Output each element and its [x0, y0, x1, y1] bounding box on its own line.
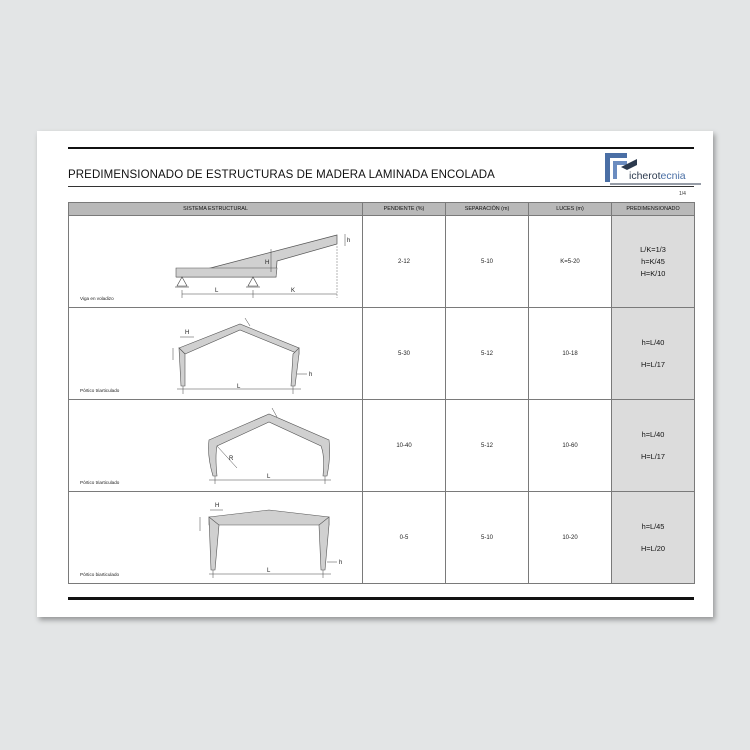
system-label: Pórtico triarticulado — [80, 480, 120, 485]
table-row — [69, 216, 695, 308]
predimensionado-cell: L/K=1/3 h=K/45 H=K/10 — [612, 216, 695, 308]
label-L: L — [215, 288, 219, 294]
predimensionado-cell: h=L/40 H=L/17 — [612, 400, 695, 492]
system-label: Viga en voladizo — [80, 296, 114, 301]
predimensionado-cell: h=L/45 H=L/20 — [612, 492, 695, 584]
luces-cell: 10-18 — [529, 308, 612, 400]
three-hinged-portal-diagram — [69, 308, 363, 399]
document-title: PREDIMENSIONADO DE ESTRUCTURAS DE MADERA LAMINADA ENCOLADA — [68, 169, 495, 181]
table-header-row — [69, 203, 695, 216]
system-label: Pórtico triarticulado — [80, 388, 120, 393]
title-underline — [68, 186, 694, 187]
table-row — [69, 492, 695, 584]
label-R: R — [229, 456, 234, 462]
diagram-cell — [69, 308, 363, 400]
pendiente-cell: 0-5 — [363, 492, 446, 584]
top-rule — [68, 147, 694, 149]
label-H: H — [185, 330, 190, 336]
diagram-cell — [69, 492, 363, 584]
diagram-cell — [69, 216, 363, 308]
page-number: 1/4 — [679, 191, 686, 197]
pendiente-cell: 5-30 — [363, 308, 446, 400]
diagram-cell — [69, 400, 363, 492]
luces-cell: K=5-20 — [529, 216, 612, 308]
label-h: h — [347, 238, 351, 244]
label-L: L — [237, 384, 241, 390]
separacion-cell: 5-10 — [446, 492, 529, 584]
logo-wordmark: icherotecnia — [629, 170, 686, 182]
pendiente-cell: 10-40 — [363, 400, 446, 492]
two-hinged-portal-diagram — [69, 492, 363, 583]
separacion-cell: 5-12 — [446, 308, 529, 400]
header-predimensionado: PREDIMENSIONADO — [612, 203, 695, 216]
system-label: Pórtico biarticulado — [80, 572, 120, 577]
luces-cell: 10-20 — [529, 492, 612, 584]
separacion-cell: 5-10 — [446, 216, 529, 308]
header-luces: LUCES (m) — [529, 203, 612, 216]
header-sistema: SISTEMA ESTRUCTURAL — [69, 203, 363, 216]
label-L: L — [267, 568, 271, 574]
predimensioning-table — [68, 202, 695, 584]
label-H: H — [215, 503, 220, 509]
label-H: H — [265, 260, 270, 266]
predimensionado-cell: h=L/40 H=L/17 — [612, 308, 695, 400]
document-sheet — [37, 131, 713, 617]
cantilever-beam-diagram — [69, 216, 363, 307]
header-separacion: SEPARACIÓN (m) — [446, 203, 529, 216]
label-h: h — [309, 372, 313, 378]
table-row — [69, 308, 695, 400]
label-h: h — [339, 560, 343, 566]
header-pendiente: PENDIENTE (%) — [363, 203, 446, 216]
label-L: L — [267, 474, 271, 480]
label-K: K — [291, 288, 296, 294]
curved-three-hinged-portal-diagram — [69, 400, 363, 491]
luces-cell: 10-60 — [529, 400, 612, 492]
separacion-cell: 5-12 — [446, 400, 529, 492]
bottom-rule — [68, 597, 694, 600]
table-row — [69, 400, 695, 492]
pendiente-cell: 2-12 — [363, 216, 446, 308]
